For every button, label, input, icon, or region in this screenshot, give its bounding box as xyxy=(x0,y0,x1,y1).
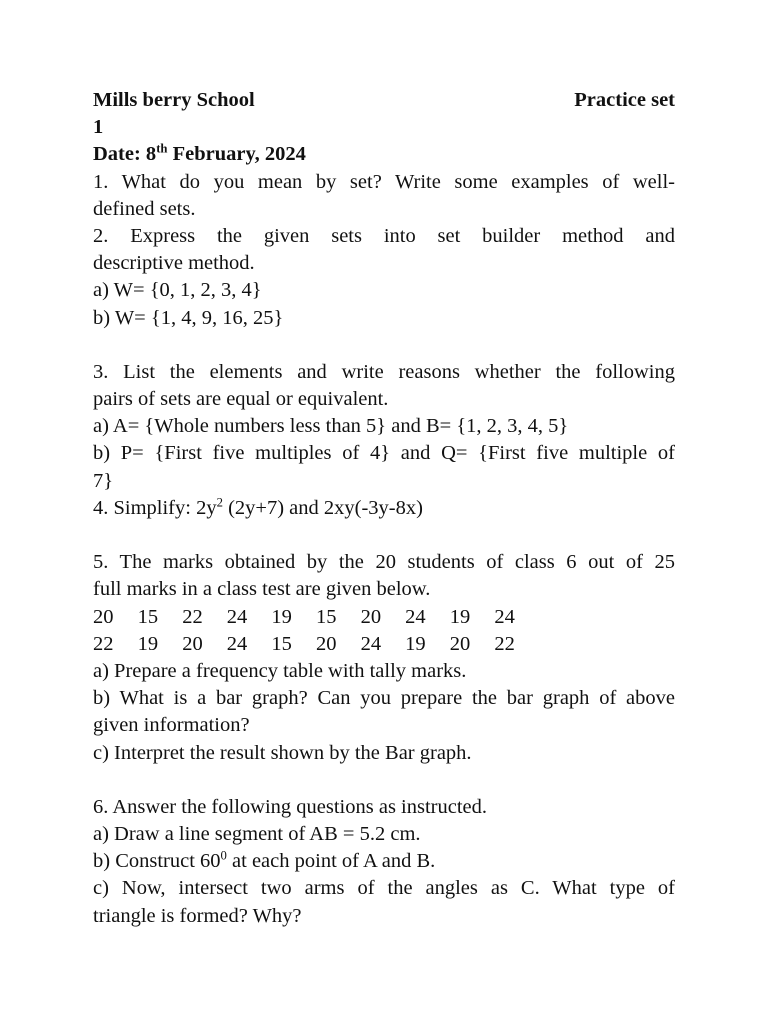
mark-value: 24 xyxy=(494,605,515,628)
mark-value: 20 xyxy=(93,605,114,628)
question-2-part-b: b) W= {1, 4, 9, 16, 25} xyxy=(93,306,284,329)
marks-row-1 xyxy=(93,604,675,631)
mark-value: 15 xyxy=(315,605,337,628)
date-suffix: February, 2024 xyxy=(167,143,306,166)
school-name: Mills berry School xyxy=(93,89,255,111)
question-5-part-c: c) Interpret the result shown by the Bar graph. xyxy=(93,741,472,764)
question-6-part-c-line-1: c) Now, intersect two arms of the angles as C. What type of xyxy=(93,877,675,900)
mark-value: 20 xyxy=(360,605,382,628)
mark-value: 24 xyxy=(360,632,382,655)
question-4 xyxy=(93,495,675,522)
question-6-part-b-post: at each point of A and B. xyxy=(226,850,436,873)
question-3-part-b-line-1: b) P= {First five multiples of 4} and Q= {First five multiple of xyxy=(93,442,675,465)
question-3-line-1: 3. List the elements and write reasons whether the following xyxy=(93,360,675,383)
question-5-part-b-line-1: b) What is a bar graph? Can you prepare the bar graph of above xyxy=(93,687,675,710)
mark-value: 19 xyxy=(271,605,292,628)
question-5-part-a: a) Prepare a frequency table with tally marks. xyxy=(93,659,467,682)
mark-value: 20 xyxy=(182,632,203,655)
question-5-line-1: 5. The marks obtained by the 20 students of class 6 out of 25 xyxy=(93,551,675,574)
mark-value: 20 xyxy=(449,632,471,655)
question-3-part-a: a) A= {Whole numbers less than 5} and B= {1, 2, 3, 4, 5} xyxy=(93,415,569,438)
mark-value: 15 xyxy=(271,632,292,655)
mark-value: 22 xyxy=(494,632,515,655)
question-2-part-a: a) W= {0, 1, 2, 3, 4} xyxy=(93,279,262,302)
degree-superscript: 0 xyxy=(220,848,227,863)
question-2-line-2: descriptive method. xyxy=(93,252,255,275)
question-6-part-a: a) Draw a line segment of AB = 5.2 cm. xyxy=(93,823,421,846)
date-line xyxy=(93,141,675,168)
header xyxy=(93,87,675,114)
question-2-line-1: 2. Express the given sets into set builder method and xyxy=(93,224,675,247)
mark-value: 24 xyxy=(226,632,248,655)
spacer xyxy=(93,522,675,549)
question-3-line-2: pairs of sets are equal or equivalent. xyxy=(93,388,389,411)
mark-value: 22 xyxy=(182,605,203,628)
mark-value: 19 xyxy=(137,632,159,655)
mark-value: 19 xyxy=(405,632,426,655)
question-6-part-b-pre: b) Construct 60 xyxy=(93,850,221,873)
question-1-line-2: defined sets. xyxy=(93,197,196,220)
practice-set-number: 1 xyxy=(93,116,104,139)
spacer xyxy=(93,767,675,794)
mark-value: 20 xyxy=(315,632,337,655)
mark-value: 24 xyxy=(226,605,248,628)
question-5-line-2: full marks in a class test are given below. xyxy=(93,578,431,601)
mark-value: 24 xyxy=(405,605,426,628)
question-4-post: (2y+7) and 2xy(-3y-8x) xyxy=(222,496,423,519)
question-3-part-b-line-2: 7} xyxy=(93,469,114,492)
question-6-line-1: 6. Answer the following questions as instructed. xyxy=(93,795,488,818)
mark-value: 22 xyxy=(93,632,114,655)
date-prefix: Date: 8 xyxy=(93,143,157,166)
worksheet xyxy=(93,87,675,930)
mark-value: 15 xyxy=(137,605,159,628)
marks-row-2 xyxy=(93,631,675,658)
question-1-line-1: 1. What do you mean by set? Write some examples of well- xyxy=(93,170,675,193)
question-6-part-b xyxy=(93,848,675,875)
spacer xyxy=(93,332,675,359)
practice-set-label: Practice set xyxy=(574,89,675,111)
mark-value: 19 xyxy=(449,605,471,628)
question-4-superscript: 2 xyxy=(216,495,223,510)
date-superscript: th xyxy=(156,141,168,156)
question-6-part-c-line-2: triangle is formed? Why? xyxy=(93,904,302,927)
question-4-pre: 4. Simplify: 2y xyxy=(93,496,217,519)
question-5-part-b-line-2: given information? xyxy=(93,714,250,737)
